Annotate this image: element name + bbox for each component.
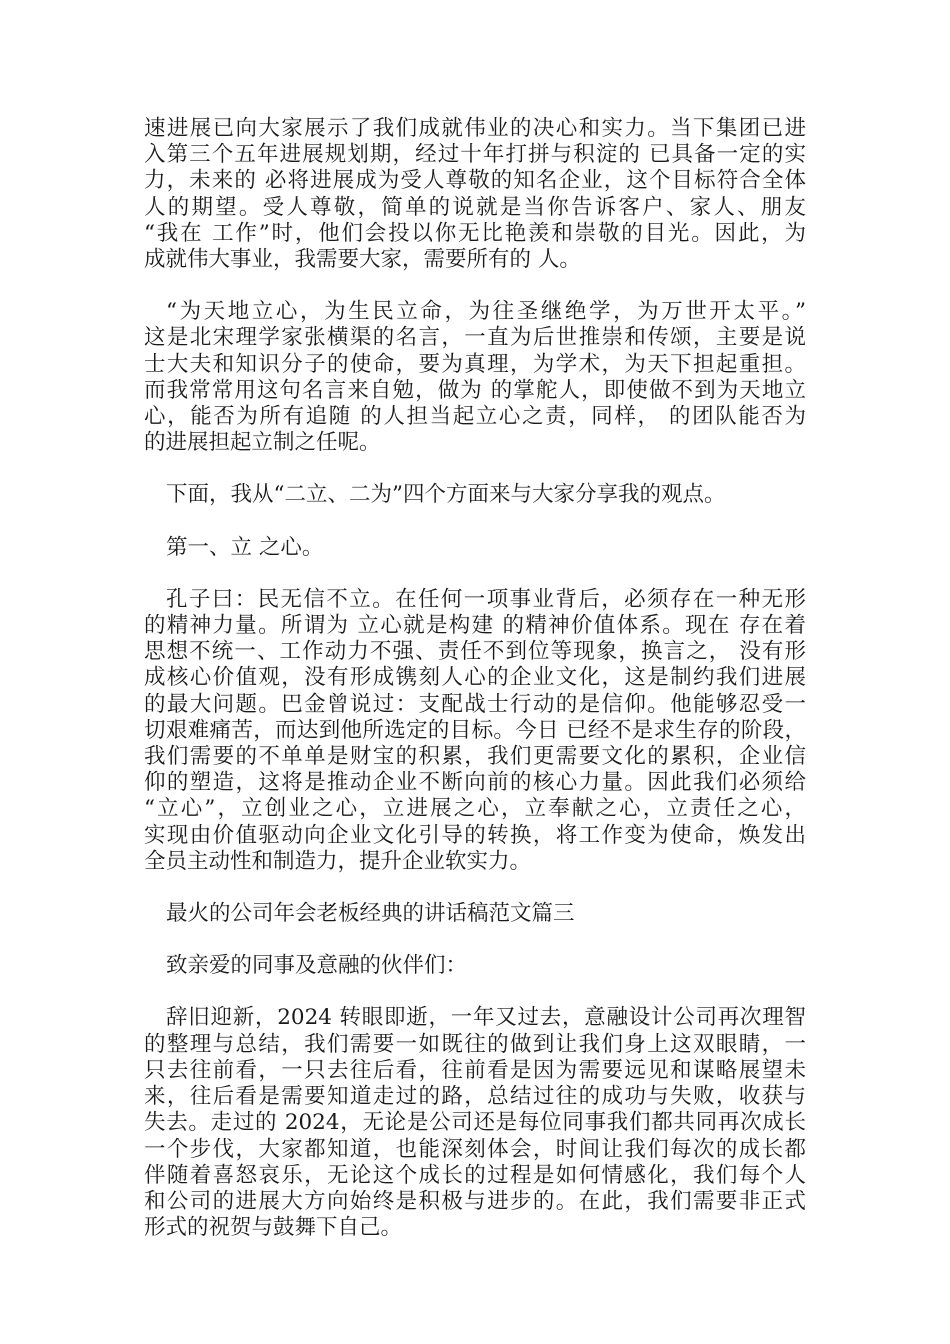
text-line: 这是北宋理学家张横渠的名言，一直为后世推崇和传颂，主要是说: [144, 325, 806, 351]
text-line: 仰的塑造，这将是推动企业不断向前的核心力量。因此我们必须给: [144, 770, 806, 796]
text-line: 形式的祝贺与鼓舞下自己。: [144, 1215, 403, 1241]
text-line: 人的期望。受人尊敬，简单的说就是当你告诉客户、家人、朋友: [144, 194, 806, 220]
text-line: 而我常常用这句名言来自勉，做为 的掌舵人，即使做不到为天地立: [144, 377, 806, 403]
text-line: 入第三个五年进展规划期，经过十年打拼与积淀的 已具备一定的实: [144, 142, 806, 168]
text-line: 实现由价值驱动向企业文化引导的转换，将工作变为使命，焕发出: [144, 822, 806, 848]
text-line: “为天地立心，为生民立命，为往圣继绝学，为万世开太平。”: [166, 299, 806, 325]
text-line: 一个步伐，大家都知道，也能深刻体会，时间让我们每次的成长都: [144, 1136, 806, 1162]
text-line: 士大夫和知识分子的使命，要为真理，为学术，为天下担起重担。: [144, 351, 806, 377]
text-line: 切艰难痛苦，而达到他所选定的目标。今日 已经不是求生存的阶段，: [144, 717, 806, 743]
paragraph-quote: [144, 299, 806, 456]
text-line: 成就伟大事业，我需要大家，需要所有的 人。: [144, 247, 581, 273]
text-line: 全员主动性和制造力，提升企业软实力。: [144, 848, 532, 874]
section-heading-first: 第一、立 之心。: [166, 534, 324, 560]
text-line: 的进展担起立制之任呢。: [144, 430, 381, 456]
text-line: 的整理与总结，我们需要一如既往的做到让我们身上这双眼睛，一: [144, 1031, 806, 1057]
text-line: 的精神力量。所谓为 立心就是构建 的精神价值体系。现在 存在着: [144, 613, 806, 639]
paragraph-intro: 下面，我从“二立、二为”四个方面来与大家分享我的观点。: [166, 482, 726, 508]
text-line: “我在 工作”时，他们会投以你无比艳羡和崇敬的目光。因此，为: [144, 220, 806, 246]
text-line: 力，未来的 必将进展成为受人尊敬的知名企业，这个目标符合全体: [144, 168, 806, 194]
text-line: 的最大问题。巴金曾说过：支配战士行动的是信仰。他能够忍受一: [144, 691, 806, 717]
text-line: 和公司的进展大方向始终是积极与进步的。在此，我们需要非正式: [144, 1188, 806, 1214]
paragraph-vision: [144, 116, 806, 273]
text-line: 心，能否为所有追随 的人担当起立心之责，同样， 的团队能否为: [144, 404, 806, 430]
text-line: 成核心价值观，没有形成镌刻人心的企业文化，这是制约我们进展: [144, 665, 806, 691]
text-line: 辞旧迎新，2024 转眼即逝，一年又过去，意融设计公司再次理智: [166, 1005, 806, 1031]
salutation: 致亲爱的同事及意融的伙伴们：: [166, 953, 468, 979]
text-line: 孔子曰：民无信不立。在任何一项事业背后，必须存在一种无形: [166, 586, 806, 612]
text-line: “立心”，立创业之心，立进展之心，立奉献之心，立责任之心，: [144, 796, 806, 822]
document-body: [144, 116, 806, 1267]
paragraph-new-year: [144, 1005, 806, 1241]
text-line: 来，往后看是需要知道走过的路，总结过往的成功与失败，收获与: [144, 1084, 806, 1110]
text-line: 我们需要的不单单是财宝的积累，我们更需要文化的累积，企业信: [144, 744, 806, 770]
paragraph-confucius: [144, 587, 806, 875]
text-line: 伴随着喜怒哀乐，无论这个成长的过程是如何情感化，我们每个人: [144, 1162, 806, 1188]
section-title-part-three: 最火的公司年会老板经典的讲话稿范文篇三: [166, 901, 575, 927]
text-line: 失去。走过的 2024，无论是公司还是每位同事我们都共同再次成长: [144, 1110, 806, 1136]
text-line: 速进展已向大家展示了我们成就伟业的决心和实力。当下集团已进: [144, 116, 806, 141]
text-line: 只去往前看，一只去往后看，往前看是因为需要远见和谋略展望未: [144, 1057, 806, 1083]
text-line: 思想不统一、工作动力不强、责任不到位等现象，换言之， 没有形: [144, 639, 806, 665]
